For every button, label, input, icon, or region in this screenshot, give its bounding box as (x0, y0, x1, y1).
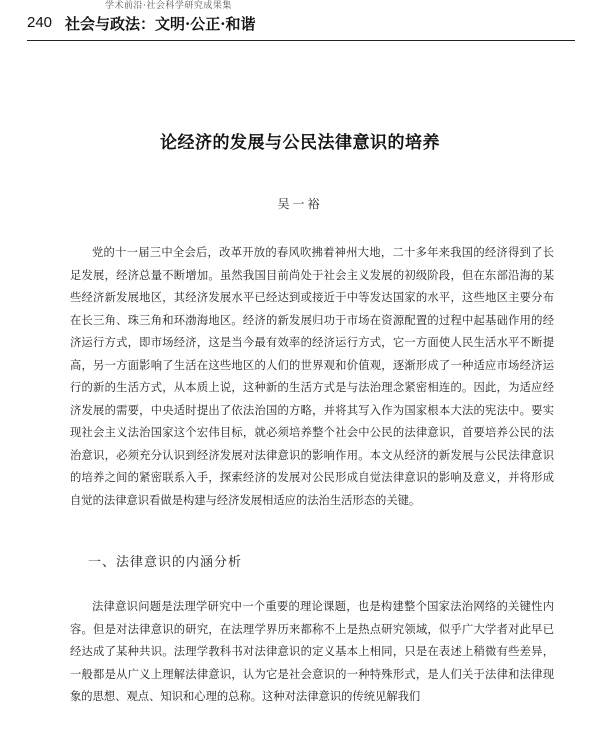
running-head: 学术前沿·社会科学研究成果集 (105, 1, 232, 11)
author-name: 吴一裕 (277, 197, 323, 211)
book-title: 社会与政法：文明·公正·和谐 (65, 15, 256, 33)
page-header (27, 0, 575, 41)
article-title: 论经济的发展与公民法律意识的培养 (160, 133, 440, 153)
intro-paragraph: 党的十一届三中全会后，改革开放的春风吹拂着神州大地，二十多年来我国的经济得到了长足发展，经济总量不断增加。虽然我国目前尚处于社会主义发展的初级阶段，但在东部沿海的某些经济新发展地区，其经济发展水平已经达到或接近于中等发达国家的水平，这些地区主要分布在长三角、珠三角和环渤海地区。经济的新发展归功于市场在资源配置的过程中起基础作用的经济运行方式，即市场经济，这是当今最有效率的经济运行方式，它一方面使人民生活水平不断提高，另一方面影响了生活在这些地区的人们的世界观和价值观，逐渐形成了一种适应市场经济运行的新的生活方式，从本质上说，这种新的生活方式是与法治理念紧密相连的。因此，为适应经济发展的需要，中央适时提出了依法治国的方略，并将其写入作为国家根本大法的宪法中。要实现社会主义法治国家这个宏伟目标，就必须培养整个社会中公民的法律意识，首要培养公民的法治意识，必须充分认识到经济发展对法律意识的影响作用。本文从经济的新发展与公民法律意识的培养之间的紧密联系入手，探索经济的发展对公民形成自觉法律意识的影响及意义，并将形成自觉的法律意识看做是构建与经济发展相适应的法治生活形态的关键。 (70, 246, 554, 507)
body-paragraph: 法律意识问题是法理学研究中一个重要的理论课题，也是构建整个国家法治网络的关键性内容。但是对法律意识的研究，在法理学界历来都称不上是热点研究领域，似乎广大学者对此早已经达成了某种共识。法理学教科书对法律意识的定义基本上相同，只是在表述上稍微有些差异，一般都是从广义上理解法律意识，认为它是社会意识的一种特殊形式，是人们关于法律和法律现象的思想、观点、知识和心理的总称。这种对法律意识的传统见解我们 (70, 600, 554, 703)
section-heading: 一、法律意识的内涵分析 (88, 555, 243, 570)
page-number: 240 (27, 14, 53, 31)
